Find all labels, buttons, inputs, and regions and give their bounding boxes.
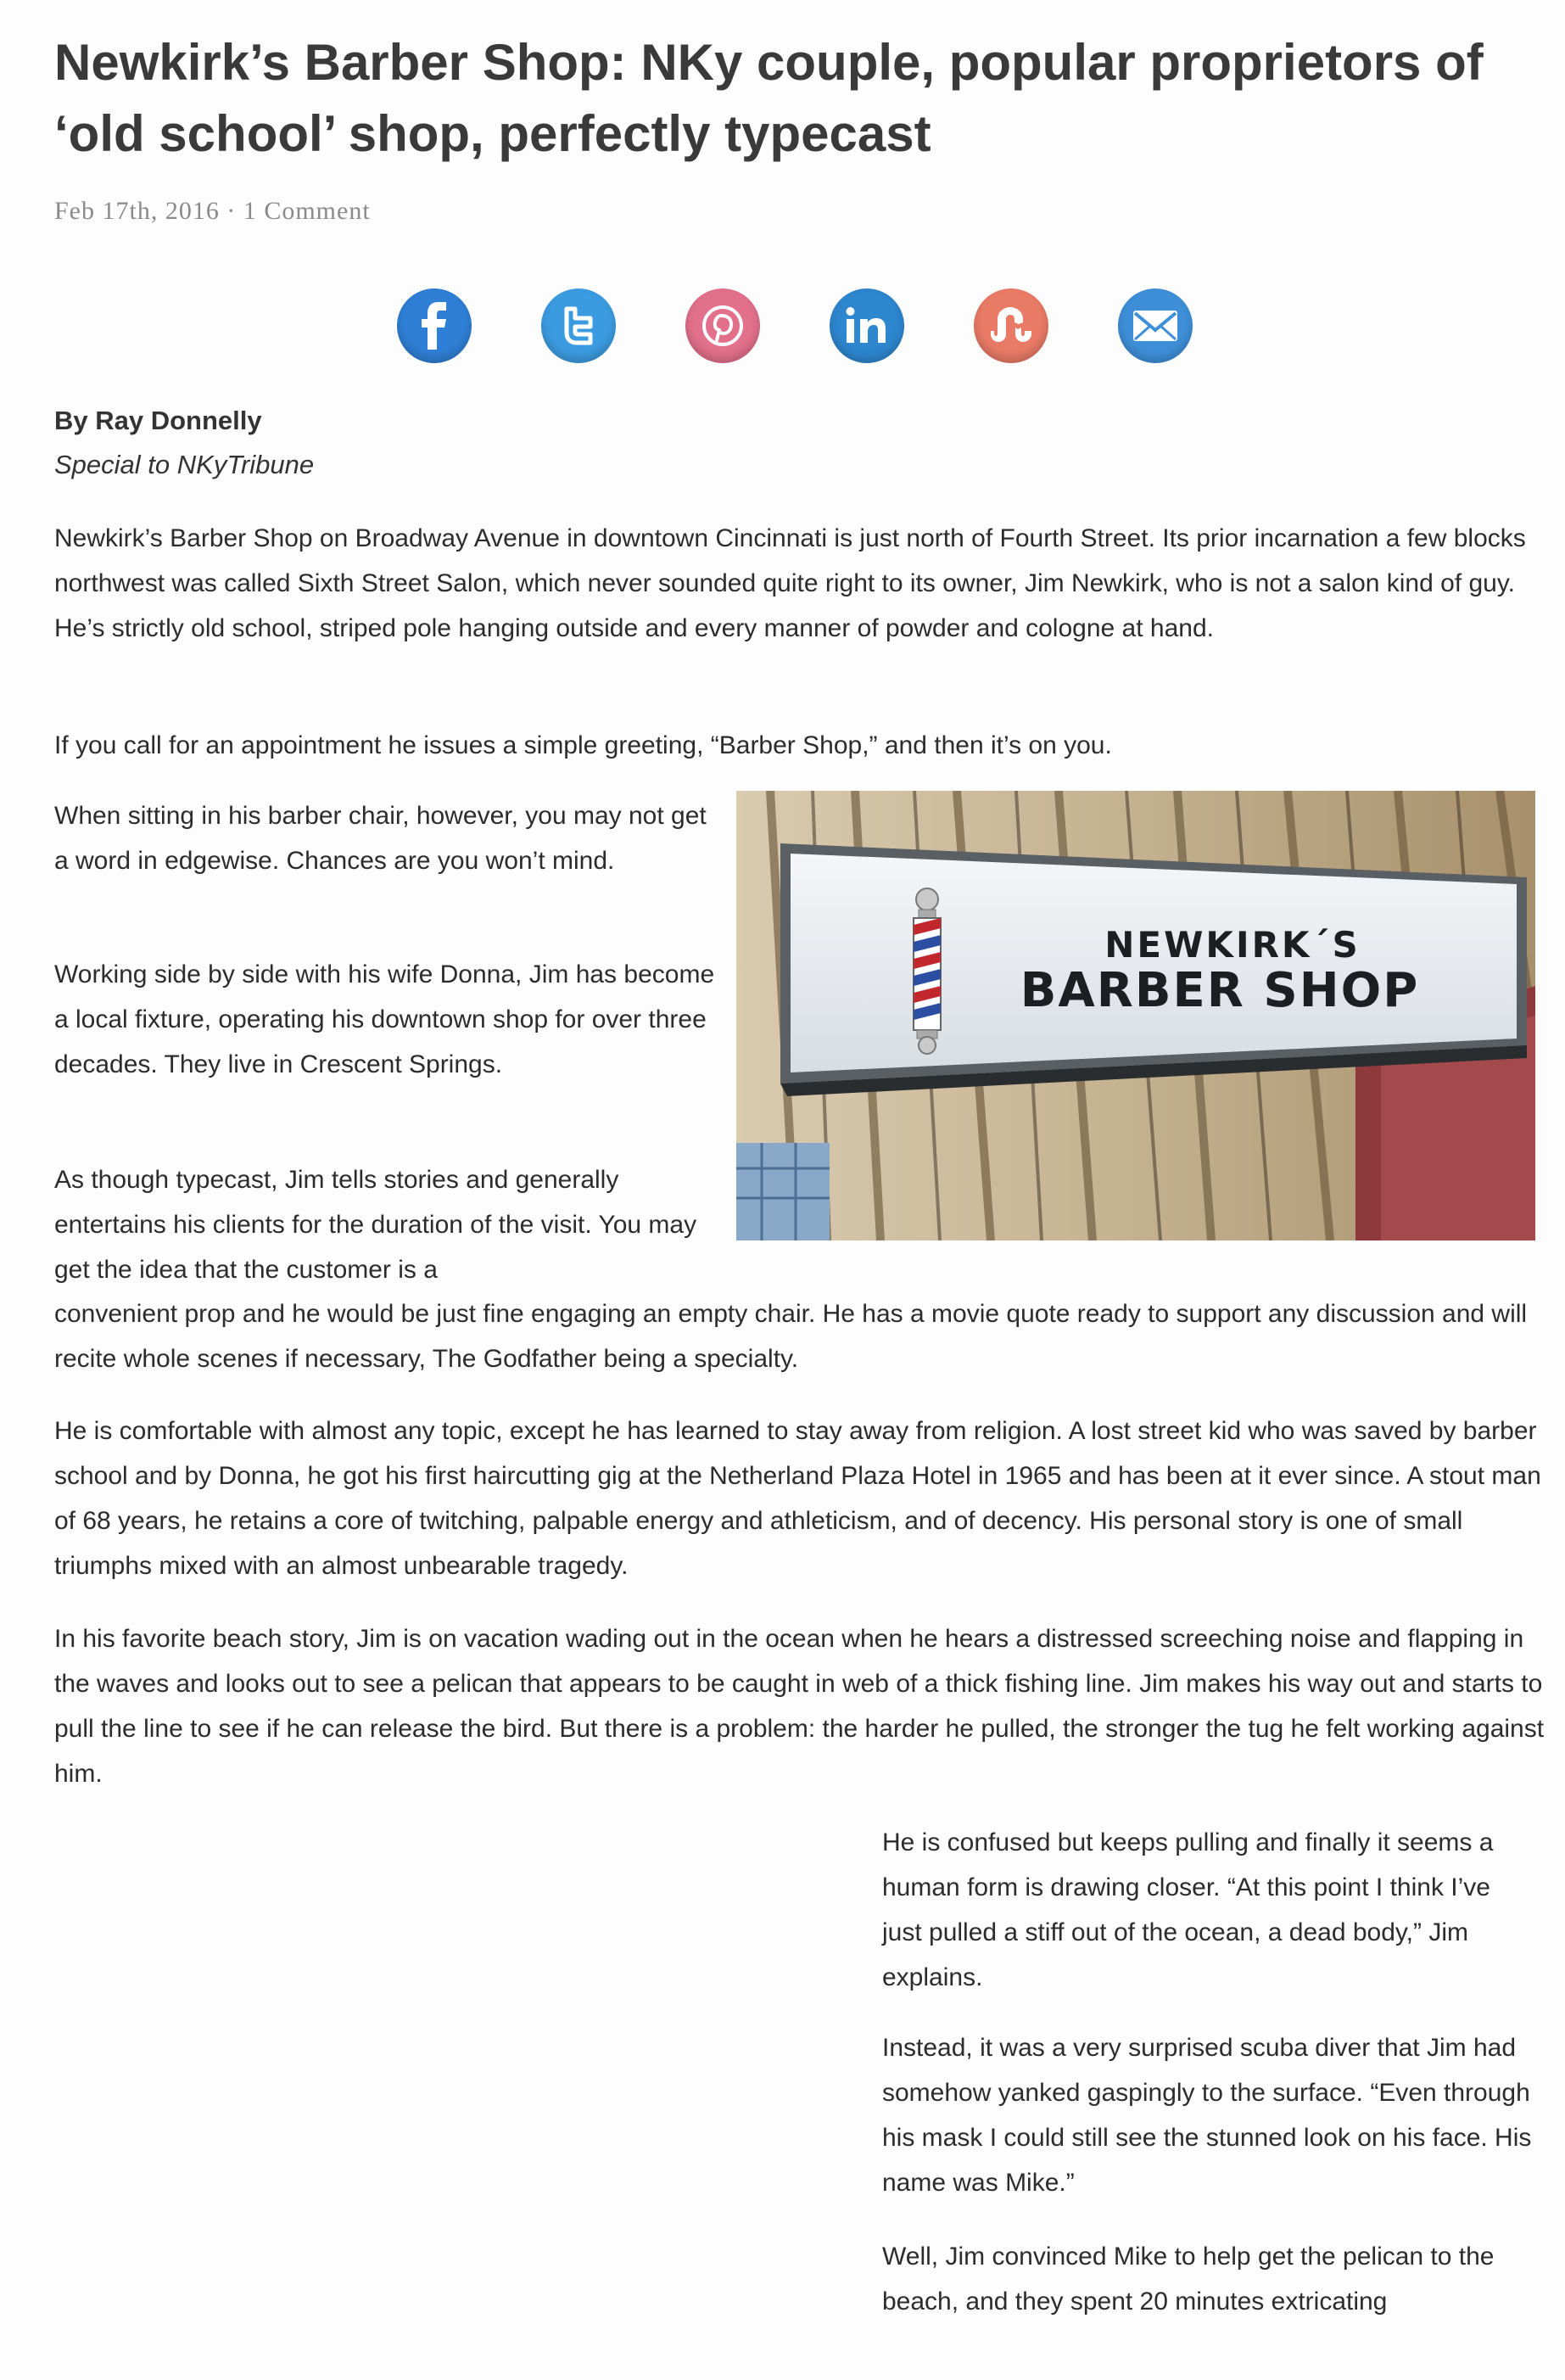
email-share-button[interactable] [1118, 288, 1193, 363]
twitter-share-button[interactable] [541, 288, 616, 363]
byline: By Ray Donnelly [54, 406, 262, 435]
facebook-icon [417, 302, 451, 350]
stumbleupon-share-button[interactable] [974, 288, 1048, 363]
paragraph-10: Well, Jim convinced Mike to help get the pelican to the beach, and they spent 20 minutes extricating [882, 2243, 1495, 2316]
paragraph-3: When sitting in his barber chair, however, you may not get a word in edgewise. Chances are you won’t mind. [54, 802, 707, 875]
paragraph-5-part-2: convenient prop and he would be just fine engaging an empty chair. He has a movie quote ready to support any discussion and will recite whole scenes if necessary, The Godfather being a specialty. [54, 1300, 1528, 1373]
paragraph-9: Instead, it was a very surprised scuba diver that Jim had somehow yanked gaspingly to the surface. “Even through his mask I could still see the stunned look on his face. His name was Mike.” [882, 2034, 1532, 2197]
linkedin-icon [843, 305, 891, 346]
paragraph-6: He is comfortable with almost any topic, except he has learned to stay away from religion. A lost street kid who was saved by barber school and by Donna, he got his first haircutting gig at the Netherland Plaza Hotel in 1965 and has been at it ever since. A stout man of 68 years, he retains a core of twitching, palpable energy and athleticism, and of decency. His personal story is one of small triumphs mixed with an almost unbearable tragedy. [54, 1417, 1541, 1580]
pinterest-share-button[interactable] [685, 288, 760, 363]
paragraph-7: In his favorite beach story, Jim is on vacation wading out in the ocean when he hears a distressed screeching noise and flapping in the waves and looks out to see a pelican that appears to be caught in web of a thick fishing line. Jim makes his way out and starts to pull the line to see if he can release the bird. But there is a problem: the harder he pulled, the stronger the tug he felt working against him. [54, 1625, 1545, 1788]
paragraph-2: If you call for an appointment he issues a simple greeting, “Barber Shop,” and then it’s on you. [54, 731, 1112, 759]
linkedin-share-button[interactable] [830, 288, 904, 363]
paragraph-1: Newkirk’s Barber Shop on Broadway Avenue in downtown Cincinnati is just north of Fourth Street. Its prior incarnation a few blocks northwest was called Sixth Street Salon, which never sounded quite right to its owner, Jim Newkirk, who is not a salon kind of guy. He’s strictly old school, striped pole hanging outside and every manner of powder and cologne at hand. [54, 524, 1526, 642]
paragraph-5-part-1: As though typecast, Jim tells stories and generally entertains his clients for the duration of the visit. You may get the idea that the customer is a [54, 1166, 697, 1284]
twitter-icon [555, 302, 602, 350]
paragraph-4: Working side by side with his wife Donna, Jim has become a local fixture, operating his downtown shop for over three decades. They live in Crescent Springs. [54, 960, 715, 1078]
byline-affiliation: Special to NKyTribune [54, 450, 315, 479]
article-headline: Newkirk’s Barber Shop: NKy couple, popular proprietors of ‘old school’ shop, perfectly typecast [54, 34, 1484, 162]
sign-line-1: NEWKIRK´S [1104, 924, 1361, 966]
article-meta: Feb 17th, 2016 · 1 Comment [54, 197, 371, 225]
pinterest-icon [701, 304, 745, 348]
facebook-share-button[interactable] [397, 288, 472, 363]
share-bar [397, 288, 1211, 370]
stumbleupon-icon [986, 307, 1037, 344]
email-icon [1130, 307, 1181, 344]
barber-shop-sign-illustration [736, 791, 1535, 1240]
sign-line-2: BARBER SHOP [1020, 963, 1420, 1018]
barber-shop-sign-photo [736, 791, 1535, 1240]
paragraph-8: He is confused but keeps pulling and finally it seems a human form is drawing closer. “At this point I think I’ve just pulled a stiff out of the ocean, a dead body,” Jim explains. [882, 1828, 1494, 1991]
